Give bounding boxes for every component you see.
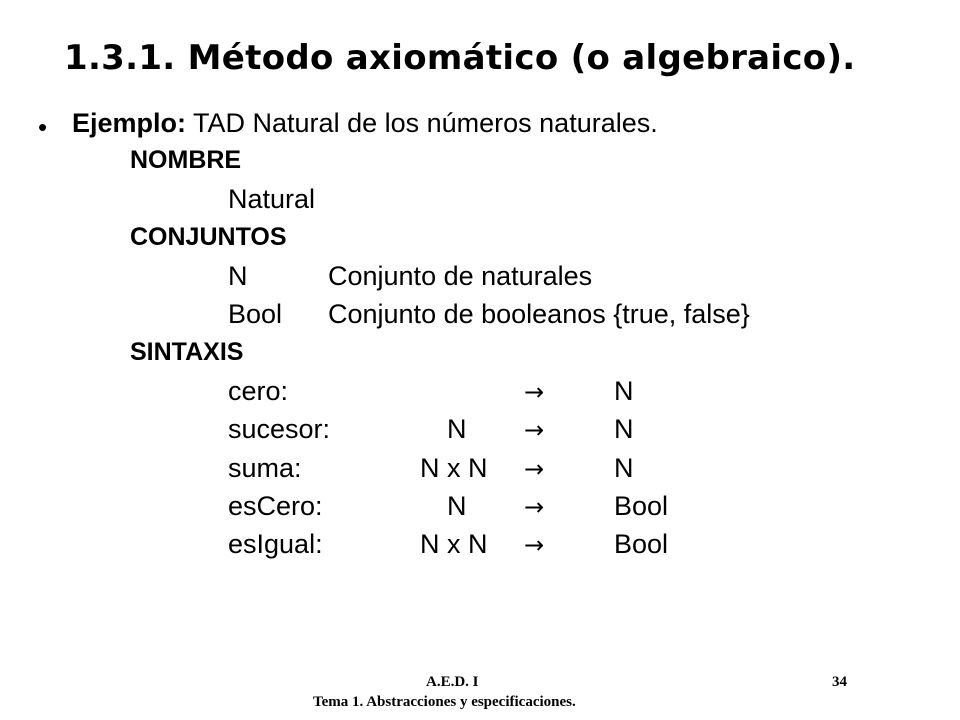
operation-name: cero: [228, 376, 289, 406]
slide-title: 1.3.1. Método axiomático (o algebraico). [64, 38, 856, 78]
conjunto-desc: Conjunto de naturales [328, 261, 593, 291]
operation-name: suma: [228, 453, 302, 483]
arrow-icon: → [524, 455, 545, 483]
nombre-heading: NOMBRE [130, 146, 242, 174]
operation-name: esIgual: [228, 529, 323, 559]
operation-codomain: Bool [614, 529, 669, 559]
operation-codomain: N [614, 453, 634, 483]
arrow-icon: → [524, 378, 545, 406]
footer-page-number: 34 [832, 674, 847, 690]
footer-course: A.E.D. I [426, 674, 479, 690]
operation-domain: N [447, 491, 467, 521]
footer-subtitle: Tema 1. Abstracciones y especificaciones. [313, 694, 576, 710]
conjunto-name: Bool [228, 299, 283, 329]
sintaxis-heading: SINTAXIS [130, 338, 244, 366]
bullet-icon: • [38, 112, 48, 142]
nombre-value: Natural [228, 184, 316, 214]
operation-codomain: N [614, 414, 634, 444]
bullet-text: TAD Natural de los números naturales. [186, 108, 658, 138]
operation-domain: N [447, 414, 467, 444]
operation-codomain: Bool [614, 491, 669, 521]
operation-codomain: N [614, 376, 634, 406]
operation-name: sucesor: [228, 414, 331, 444]
conjuntos-heading: CONJUNTOS [130, 223, 287, 251]
bullet-label: Ejemplo: [72, 108, 187, 138]
operation-domain: N x N [420, 453, 488, 483]
arrow-icon: → [524, 493, 545, 521]
arrow-icon: → [524, 531, 545, 559]
bullet-line [72, 110, 658, 137]
conjunto-desc: Conjunto de booleanos {true, false} [328, 299, 750, 329]
operation-name: esCero: [228, 491, 323, 521]
operation-domain: N x N [420, 529, 488, 559]
conjunto-name: N [228, 261, 248, 291]
arrow-icon: → [524, 416, 545, 444]
